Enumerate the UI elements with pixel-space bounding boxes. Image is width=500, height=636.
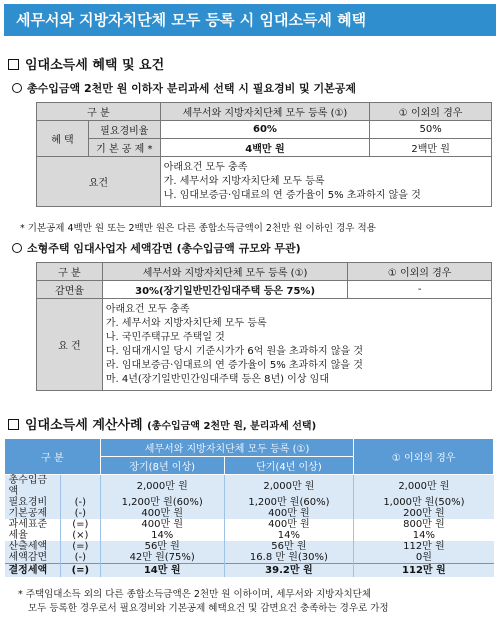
calc-row bbox=[5, 475, 494, 498]
row-label: 필요경비율 bbox=[88, 121, 160, 139]
row-label: 감면율 bbox=[37, 281, 103, 299]
row-label: 총수입금액 bbox=[5, 475, 61, 498]
row-label: 기본공제 bbox=[5, 508, 61, 519]
requirement-line: 나. 국민주택규모 주택일 것 bbox=[105, 331, 225, 343]
calc-row bbox=[5, 530, 494, 541]
subsection-title-separate-tax bbox=[12, 80, 356, 96]
section-title-calc bbox=[8, 414, 316, 433]
section-title-benefits bbox=[8, 54, 164, 73]
benefit-label: 혜 택 bbox=[37, 121, 89, 157]
calc-header-label: 구 분 bbox=[5, 439, 101, 475]
table-cell: 400만 원 bbox=[100, 519, 224, 530]
calc-header-short: 단기(4년 이상) bbox=[224, 457, 354, 475]
table-cell: 42만 원(75%) bbox=[100, 552, 224, 564]
requirements-label: 요건 bbox=[37, 157, 161, 207]
table-header: ① 이외의 경우 bbox=[348, 263, 492, 281]
requirement-line: 가. 세무서와 지방자치단체 모두 등록 bbox=[163, 175, 325, 187]
row-operator: (-) bbox=[60, 497, 100, 508]
table-cell: 16.8 만 원(30%) bbox=[224, 552, 354, 564]
subsection-title-text: 총수입금액 2천만 원 이하자 분리과세 선택 시 필요경비 및 기본공제 bbox=[27, 82, 357, 95]
table-header: 구 분 bbox=[37, 263, 103, 281]
row-label: 결정세액 bbox=[5, 564, 61, 577]
section-title-text: 임대소득세 계산사례 bbox=[25, 418, 143, 433]
footnote-line: 모두 등록한 경우로서 필요경비와 기본공제 혜택요건 및 감면요건 충족하는 경우로 가정 bbox=[28, 603, 389, 614]
table-header: 세무서와 지방자치단체 모두 등록 (①) bbox=[102, 263, 347, 281]
table-cell: 14% bbox=[354, 530, 494, 541]
requirements-cell bbox=[160, 157, 491, 207]
table-cell: 1,200만 원(60%) bbox=[100, 497, 224, 508]
table-cell: 400만 원 bbox=[224, 508, 354, 519]
square-bullet-icon bbox=[8, 59, 19, 70]
calc-table bbox=[4, 438, 494, 577]
requirement-line: 나. 임대보증금·임대료의 연 증가율이 5% 초과하지 않을 것 bbox=[163, 189, 421, 201]
row-operator: (=) bbox=[60, 519, 100, 530]
calc-row bbox=[5, 519, 494, 530]
table-cell: 56만 원 bbox=[224, 541, 354, 552]
table-cell: 2,000만 원 bbox=[354, 475, 494, 498]
table-cell: 2,000만 원 bbox=[224, 475, 354, 498]
reduction-table bbox=[36, 262, 492, 391]
calc-row bbox=[5, 541, 494, 552]
row-operator bbox=[60, 475, 100, 498]
row-label: 세액감면 bbox=[5, 552, 61, 564]
table-cell: 1,000만 원(50%) bbox=[354, 497, 494, 508]
page-banner: 세무서와 지방자치단체 모두 등록 시 임대소득세 혜택 bbox=[4, 4, 496, 36]
table-cell: 14% bbox=[100, 530, 224, 541]
note-basic-deduction: * 기본공제 4백만 원 또는 2백만 원은 다른 종합소득금액이 2천만 원 이하인 경우 적용 bbox=[20, 223, 376, 234]
table-cell: 50% bbox=[370, 121, 492, 139]
row-operator: (-) bbox=[60, 552, 100, 564]
calc-header-long: 장기(8년 이상) bbox=[100, 457, 224, 475]
row-operator: (-) bbox=[60, 508, 100, 519]
calc-total-row bbox=[5, 564, 494, 577]
calc-row bbox=[5, 552, 494, 564]
footnote-line: * 주택임대소득 외의 다른 종합소득금액은 2천만 원 이하이며, 세무서와 지방자치단체 bbox=[18, 589, 372, 600]
calc-header-registered: 세무서와 지방자치단체 모두 등록 (①) bbox=[100, 439, 353, 457]
table-cell: 60% bbox=[160, 121, 370, 139]
row-operator: (=) bbox=[60, 541, 100, 552]
table-cell: 4백만 원 bbox=[160, 139, 370, 157]
row-operator: (×) bbox=[60, 530, 100, 541]
requirement-line: 아래요건 모두 충족 bbox=[163, 161, 248, 173]
calc-row bbox=[5, 497, 494, 508]
table-header: 구 분 bbox=[37, 103, 161, 121]
square-bullet-icon bbox=[8, 419, 19, 430]
table-cell: - bbox=[348, 281, 492, 299]
row-label: 세율 bbox=[5, 530, 61, 541]
row-operator: (=) bbox=[60, 564, 100, 577]
calc-row bbox=[5, 508, 494, 519]
requirement-line: 다. 임대개시일 당시 기준시가가 6억 원을 초과하지 않을 것 bbox=[105, 345, 364, 357]
table-cell: 0원 bbox=[354, 552, 494, 564]
table-cell: 112만 원 bbox=[354, 541, 494, 552]
row-label: 과세표준 bbox=[5, 519, 61, 530]
table-cell: 2,000만 원 bbox=[100, 475, 224, 498]
table-cell: 400만 원 bbox=[100, 508, 224, 519]
table-cell: 400만 원 bbox=[224, 519, 354, 530]
requirement-line: 아래요건 모두 충족 bbox=[105, 303, 190, 315]
table-cell: 14만 원 bbox=[100, 564, 224, 577]
subsection-title-text: 소형주택 임대사업자 세액감면 (총수입금액 규모와 무관) bbox=[27, 242, 301, 255]
benefit-table bbox=[36, 102, 492, 207]
requirement-line: 마. 4년(장기일반민간임대주택 등은 8년) 이상 임대 bbox=[105, 373, 329, 385]
table-cell: 56만 원 bbox=[100, 541, 224, 552]
table-cell: 2백만 원 bbox=[370, 139, 492, 157]
requirements-cell bbox=[102, 299, 491, 391]
table-header: 세무서와 지방자치단체 모두 등록 (①) bbox=[160, 103, 370, 121]
table-cell: 112만 원 bbox=[354, 564, 494, 577]
table-cell: 39.2만 원 bbox=[224, 564, 354, 577]
row-label: 기 본 공 제 * bbox=[88, 139, 160, 157]
table-cell: 200만 원 bbox=[354, 508, 494, 519]
table-cell: 30%(장기일반민간임대주택 등은 75%) bbox=[102, 281, 347, 299]
footnote bbox=[18, 588, 389, 616]
row-label: 필요경비 bbox=[5, 497, 61, 508]
section-title-suffix: (총수입금액 2천만 원, 분리과세 선택) bbox=[147, 421, 317, 432]
circle-bullet-icon bbox=[12, 243, 22, 253]
requirements-label: 요 건 bbox=[37, 299, 103, 391]
row-label: 산출세액 bbox=[5, 541, 61, 552]
table-cell: 14% bbox=[224, 530, 354, 541]
table-cell: 1,200만 원(60%) bbox=[224, 497, 354, 508]
table-header: ① 이외의 경우 bbox=[370, 103, 492, 121]
table-cell: 800만 원 bbox=[354, 519, 494, 530]
subsection-title-tax-reduction bbox=[12, 240, 301, 256]
requirement-line: 가. 세무서와 지방자치단체 모두 등록 bbox=[105, 317, 267, 329]
requirement-line: 라. 임대보증금·임대료의 연 증가율이 5% 초과하지 않을 것 bbox=[105, 359, 363, 371]
circle-bullet-icon bbox=[12, 83, 22, 93]
section-title-text: 임대소득세 혜택 및 요건 bbox=[25, 58, 165, 73]
calc-header-other: ① 이외의 경우 bbox=[354, 439, 494, 475]
